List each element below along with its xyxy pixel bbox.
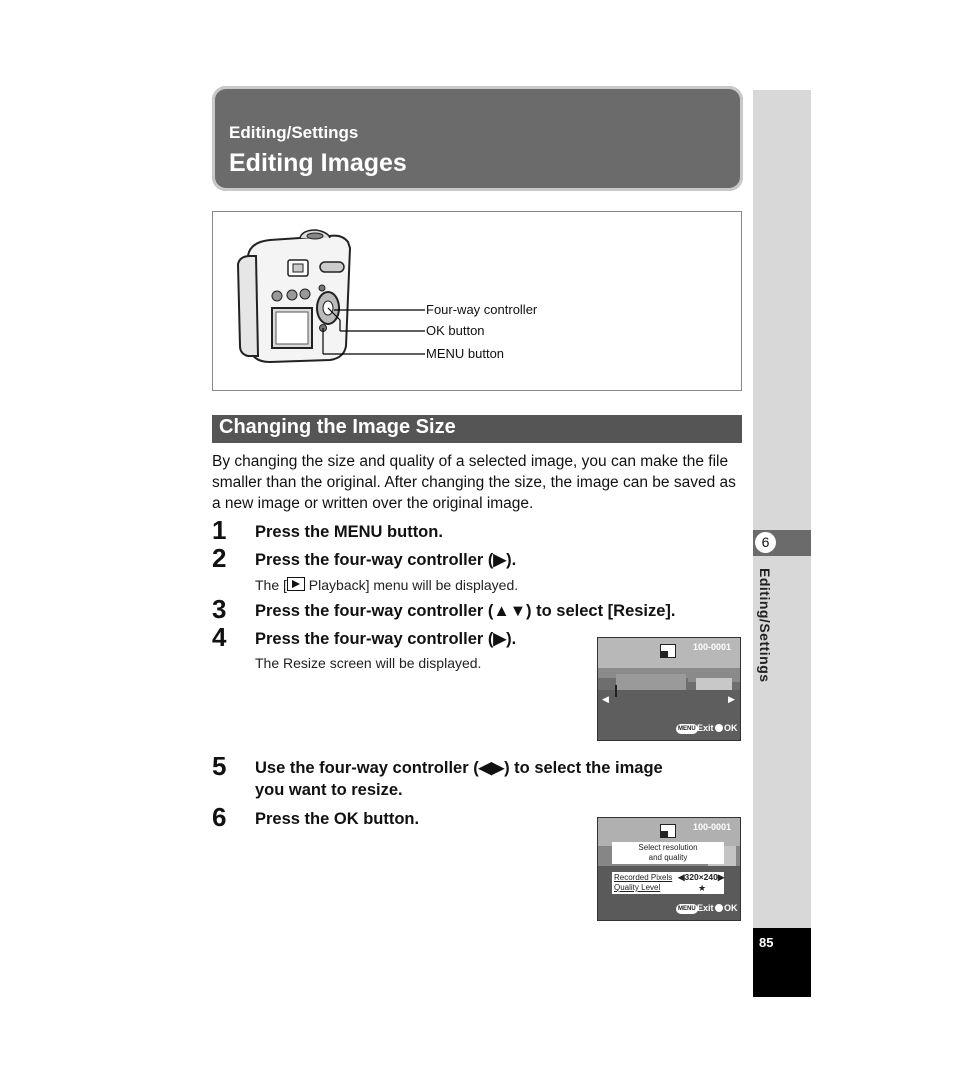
- callout-ok-button: OK button: [426, 323, 485, 338]
- side-tab-label: Editing/Settings: [757, 568, 773, 683]
- page-number: 85: [759, 935, 774, 950]
- exit-label: Exit: [697, 903, 714, 913]
- menu-icon: MENU: [678, 726, 696, 732]
- chapter-number: 6: [755, 532, 776, 553]
- dialog-line-2: and quality: [648, 853, 688, 862]
- settings-box: [612, 872, 724, 894]
- file-number: 100-0001: [693, 822, 732, 832]
- dialog-box: [612, 842, 724, 864]
- callout-menu-button: MENU button: [426, 346, 505, 361]
- recorded-pixels-label: Recorded Pixels: [614, 873, 673, 882]
- resize-icon: [660, 824, 676, 838]
- step-text: Press the OK button.: [255, 810, 420, 828]
- resize-screen-preview: [597, 637, 741, 741]
- step-number: 3: [212, 594, 227, 624]
- step-text: Press the four-way controller (▶).: [255, 551, 517, 569]
- quality-star-icon[interactable]: ★: [698, 883, 707, 893]
- ok-label: OK: [724, 903, 738, 913]
- step-text: Use the four-way controller (◀▶) to select the image: [255, 759, 663, 777]
- playback-icon: [287, 577, 305, 591]
- step-number: 2: [212, 543, 227, 573]
- menu-icon: MENU: [678, 906, 696, 912]
- page-title: Editing Images: [229, 149, 407, 177]
- section-intro: By changing the size and quality of a selected image, you can make the file smaller than the original. After changing the size, the image can be saved as a new image or written over the original image.: [212, 453, 736, 512]
- four-way-icon: [715, 904, 723, 912]
- step-note: The Resize screen will be displayed.: [255, 655, 482, 671]
- ok-label: OK: [724, 723, 738, 733]
- resize-icon: [660, 644, 676, 658]
- camera-back-illustration: [230, 228, 430, 368]
- callout-four-way-controller: Four-way controller: [426, 302, 538, 317]
- step-text: you want to resize.: [255, 781, 403, 799]
- exit-label: Exit: [697, 723, 714, 733]
- step-text: Press the four-way controller (▶).: [255, 630, 517, 648]
- quality-level-label: Quality Level: [614, 883, 661, 892]
- header-subtitle: Editing/Settings: [229, 123, 359, 142]
- step-text: Press the MENU button.: [255, 523, 443, 541]
- dialog-line-1: Select resolution: [638, 843, 698, 852]
- step-note: The [ Playback] menu will be displayed.: [255, 577, 519, 593]
- file-number: 100-0001: [693, 642, 732, 652]
- resize-settings-screen: [597, 817, 741, 921]
- step-number: 4: [212, 622, 227, 652]
- step-text: Press the four-way controller (▲▼) to select [Resize].: [255, 602, 676, 620]
- recorded-pixels-value[interactable]: ◀320×240▶: [678, 872, 725, 882]
- section-title: Changing the Image Size: [219, 416, 456, 438]
- step-number: 5: [212, 751, 227, 781]
- right-arrow-icon: ▶: [728, 694, 735, 704]
- step-number: 6: [212, 802, 227, 832]
- side-tab-strip: [753, 90, 811, 928]
- left-arrow-icon: ◀: [602, 694, 609, 704]
- step-number: 1: [212, 515, 227, 545]
- four-way-icon: [715, 724, 723, 732]
